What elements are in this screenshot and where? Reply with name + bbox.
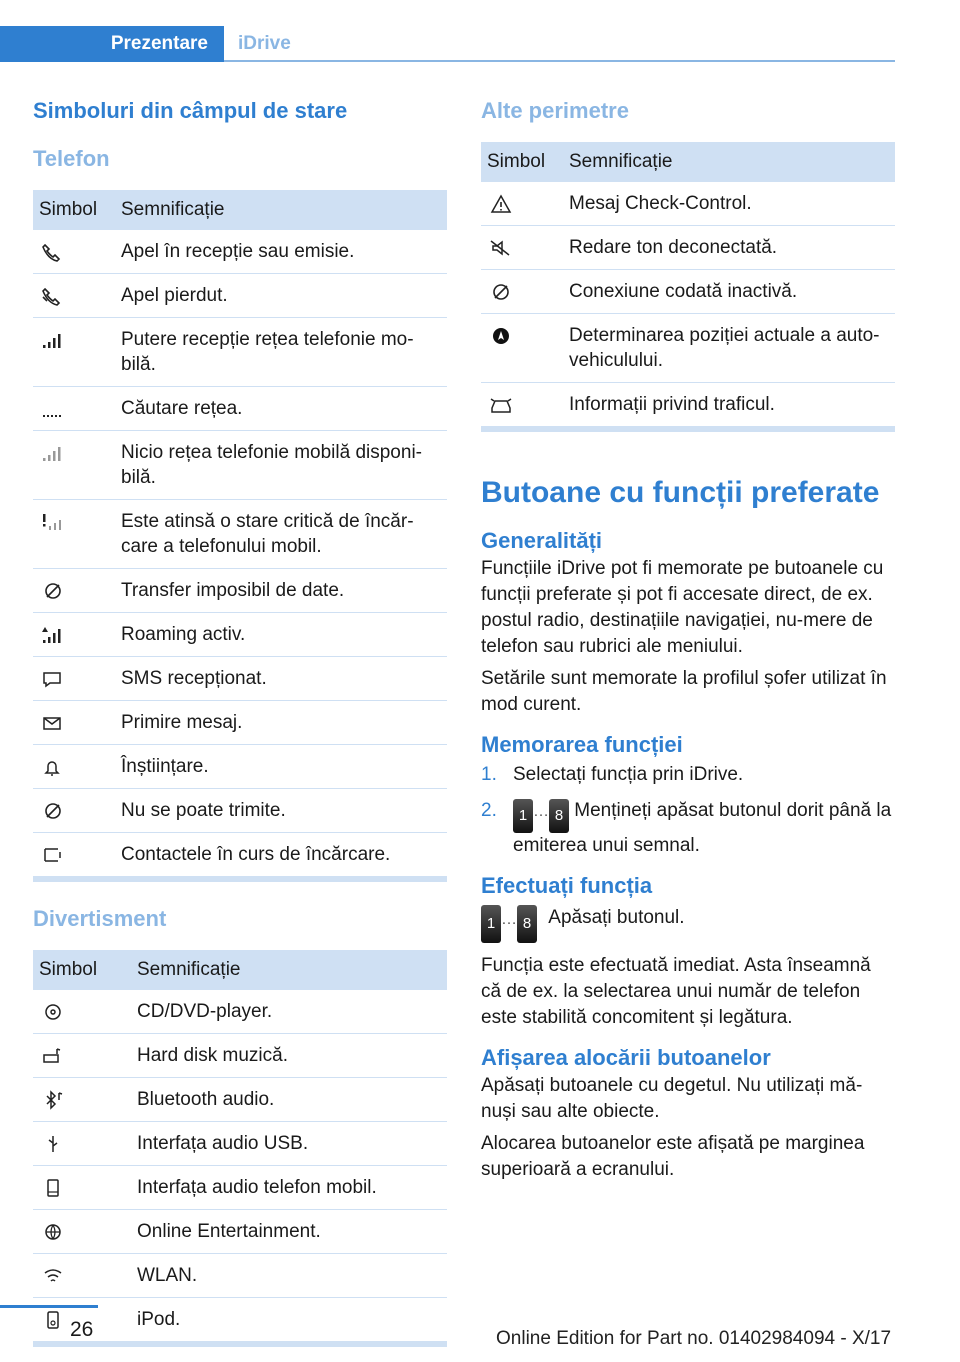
- footer-accent-line: [0, 1305, 98, 1308]
- symbol-cell: [33, 387, 115, 431]
- meaning-cell: Primire mesaj.: [115, 701, 447, 745]
- wlan-icon: [39, 1265, 67, 1287]
- disc-icon: [39, 1001, 67, 1023]
- table-row: [33, 1210, 447, 1254]
- store-function-heading: Memorarea funcției: [481, 732, 683, 757]
- table-row: [481, 314, 895, 383]
- step-text: Selectați funcția prin iDrive.: [513, 764, 744, 785]
- tab-prezentare[interactable]: Prezentare: [0, 26, 224, 62]
- meaning-cell: Bluetooth audio.: [131, 1078, 447, 1122]
- column-header-meaning: Semnificație: [563, 142, 895, 182]
- symbol-cell: [33, 701, 115, 745]
- meaning-cell: Putere recepție rețea telefonie mo‐bilă.: [115, 318, 447, 387]
- online-entertainment-icon: [39, 1221, 67, 1243]
- edition-note: Online Edition for Part no. 01402984094 - X/17: [496, 1328, 892, 1349]
- table-row: [33, 1078, 447, 1122]
- mail-icon: [39, 712, 67, 734]
- contacts-loading-icon: [39, 844, 67, 866]
- table-row: [33, 789, 447, 833]
- favorite-button-8-icon: 8: [549, 799, 569, 833]
- table-row: [33, 500, 447, 569]
- meaning-cell: Determinarea poziției actuale a auto‐vehiculului.: [563, 314, 895, 383]
- symbol-cell: [481, 270, 563, 314]
- meaning-cell: Informații privind traficul.: [563, 383, 895, 427]
- symbol-cell: [33, 1034, 131, 1078]
- table-row: [33, 833, 447, 877]
- symbol-cell: [33, 500, 115, 569]
- network-search-icon: [39, 398, 67, 420]
- symbol-cell: [33, 745, 115, 789]
- table-row: [33, 569, 447, 613]
- table-row: [33, 387, 447, 431]
- usb-icon: [39, 1133, 67, 1155]
- press-button-text: Apăsați butonul.: [548, 907, 685, 928]
- favorite-button-8-icon: 8: [517, 905, 537, 943]
- phone-heading: Telefon: [33, 146, 110, 171]
- right-column: [481, 98, 895, 1183]
- other-areas-heading: Alte perimetre: [481, 98, 629, 123]
- entertainment-heading: Divertisment: [33, 906, 167, 931]
- table-row: [33, 431, 447, 500]
- symbol-cell: [33, 1254, 131, 1298]
- missed-call-icon: [39, 285, 67, 307]
- encrypted-off-icon: [487, 281, 515, 303]
- meaning-cell: Apel în recepție sau emisie.: [115, 230, 447, 274]
- table-row: [33, 1122, 447, 1166]
- table-row: [33, 274, 447, 318]
- hard-disk-music-icon: [39, 1045, 67, 1067]
- location-icon: [487, 325, 515, 347]
- table-row: [481, 383, 895, 427]
- table-end-bar: [33, 877, 447, 882]
- meaning-cell: Nu se poate trimite.: [115, 789, 447, 833]
- header-tabs: [0, 26, 895, 62]
- symbol-cell: [33, 569, 115, 613]
- table-row: [33, 701, 447, 745]
- symbol-cell: [33, 833, 115, 877]
- symbol-cell: [33, 1078, 131, 1122]
- symbol-cell: [33, 1210, 131, 1254]
- speaker-off-icon: [487, 237, 515, 259]
- column-header-meaning: Semnificație: [115, 190, 447, 230]
- table-end-bar: [481, 427, 895, 432]
- step-text: Mențineți apăsat butonul dorit până la emiterea unui semnal.: [513, 800, 892, 856]
- symbol-cell: [33, 613, 115, 657]
- symbol-cell: [33, 990, 131, 1034]
- column-header-symbol: Simbol: [33, 950, 131, 990]
- display-paragraph-2: Alocarea butoanelor este afișată pe marginea superioară a ecranului.: [481, 1133, 865, 1180]
- general-paragraph-1: Funcțiile iDrive pot fi memorate pe butoanele cu funcții preferate și pot fi accesate direct, de ex. postul radio, destinațiile navigației, nu‐mere de telefon sau rubrici ale meniului.: [481, 558, 884, 657]
- table-row: [33, 1166, 447, 1210]
- step-number: 1.: [481, 764, 497, 785]
- column-header-meaning: Semnificație: [131, 950, 447, 990]
- table-row: [33, 1034, 447, 1078]
- entertainment-symbols-table: [33, 950, 447, 1342]
- execute-function-heading: Efectuați funcția: [481, 873, 653, 898]
- ellipsis: …: [501, 911, 517, 928]
- meaning-cell: Mesaj Check-Control.: [563, 182, 895, 226]
- mobile-phone-icon: [39, 1177, 67, 1199]
- meaning-cell: CD/DVD-player.: [131, 990, 447, 1034]
- meaning-cell: Apel pierdut.: [115, 274, 447, 318]
- data-blocked-icon: [39, 580, 67, 602]
- table-row: [481, 270, 895, 314]
- table-row: [33, 318, 447, 387]
- symbol-cell: [33, 230, 115, 274]
- meaning-cell: SMS recepționat.: [115, 657, 447, 701]
- table-row: [33, 745, 447, 789]
- symbol-cell: [481, 314, 563, 383]
- favorite-button-1-icon: 1: [481, 905, 501, 943]
- execute-press-line: [481, 905, 895, 943]
- warning-icon: [487, 193, 515, 215]
- table-row: [481, 226, 895, 270]
- favorite-button-1-icon: 1: [513, 799, 533, 833]
- execute-paragraph: Funcția este efectuată imediat. Asta înseamnă că de ex. la selectarea unui număr de telefon este stabilită concomitent și legătura.: [481, 955, 871, 1028]
- roaming-icon: [39, 624, 67, 646]
- table-end-bar: [33, 1342, 447, 1347]
- meaning-cell: iPod.: [131, 1298, 447, 1342]
- left-column: [33, 98, 447, 1347]
- table-row: [33, 230, 447, 274]
- no-network-icon: [39, 442, 67, 464]
- table-row: [33, 1254, 447, 1298]
- symbol-cell: [481, 383, 563, 427]
- display-assignment-heading: Afișarea alocării butoanelor: [481, 1045, 771, 1070]
- send-blocked-icon: [39, 800, 67, 822]
- phone-call-icon: [39, 241, 67, 263]
- display-paragraph-1: Apăsați butoanele cu degetul. Nu utilizați mă‐nuși sau alte obiecte.: [481, 1075, 863, 1122]
- table-row: [33, 990, 447, 1034]
- traffic-icon: [487, 394, 515, 416]
- column-header-symbol: Simbol: [481, 142, 563, 182]
- symbol-cell: [33, 431, 115, 500]
- meaning-cell: Interfața audio telefon mobil.: [131, 1166, 447, 1210]
- general-heading: Generalități: [481, 528, 603, 553]
- symbol-cell: [481, 226, 563, 270]
- symbol-cell: [33, 318, 115, 387]
- column-header-symbol: Simbol: [33, 190, 115, 230]
- symbol-cell: [33, 274, 115, 318]
- meaning-cell: Redare ton deconectată.: [563, 226, 895, 270]
- meaning-cell: Roaming activ.: [115, 613, 447, 657]
- meaning-cell: Online Entertainment.: [131, 1210, 447, 1254]
- table-row: [481, 182, 895, 226]
- symbol-cell: [33, 789, 115, 833]
- symbol-cell: [33, 657, 115, 701]
- symbol-cell: [481, 182, 563, 226]
- tab-underline: [224, 60, 895, 62]
- ellipsis: …: [533, 803, 549, 820]
- table-row: [33, 613, 447, 657]
- other-symbols-table: [481, 142, 895, 427]
- meaning-cell: Nicio rețea telefonie mobilă disponi‐bilă.: [115, 431, 447, 500]
- ipod-icon: [39, 1309, 67, 1331]
- table-row: [33, 657, 447, 701]
- meaning-cell: Este atinsă o stare critică de încăr‐care a telefonului mobil.: [115, 500, 447, 569]
- store-steps-list: [481, 762, 895, 859]
- favorite-buttons-heading: Butoane cu funcții preferate: [481, 476, 880, 509]
- battery-critical-icon: [39, 511, 67, 533]
- meaning-cell: Transfer imposibil de date.: [115, 569, 447, 613]
- step-number: 2.: [481, 800, 497, 821]
- general-paragraph-2: Setările sunt memorate la profilul șofer utilizat în mod curent.: [481, 668, 887, 715]
- meaning-cell: Înștiințare.: [115, 745, 447, 789]
- meaning-cell: Căutare rețea.: [115, 387, 447, 431]
- meaning-cell: Interfața audio USB.: [131, 1122, 447, 1166]
- phone-symbols-table: [33, 190, 447, 877]
- list-item: [481, 762, 895, 788]
- meaning-cell: Conexiune codată inactivă.: [563, 270, 895, 314]
- meaning-cell: WLAN.: [131, 1254, 447, 1298]
- sms-icon: [39, 668, 67, 690]
- list-item: [481, 798, 895, 859]
- section-heading-status-symbols: Simboluri din câmpul de stare: [33, 98, 348, 123]
- bell-icon: [39, 756, 67, 778]
- symbol-cell: [33, 1166, 131, 1210]
- tab-idrive[interactable]: iDrive: [238, 33, 291, 54]
- bluetooth-audio-icon: [39, 1089, 67, 1111]
- signal-strength-icon: [39, 329, 67, 351]
- symbol-cell: [33, 1122, 131, 1166]
- page-number: 26: [70, 1318, 94, 1341]
- meaning-cell: Hard disk muzică.: [131, 1034, 447, 1078]
- meaning-cell: Contactele în curs de încărcare.: [115, 833, 447, 877]
